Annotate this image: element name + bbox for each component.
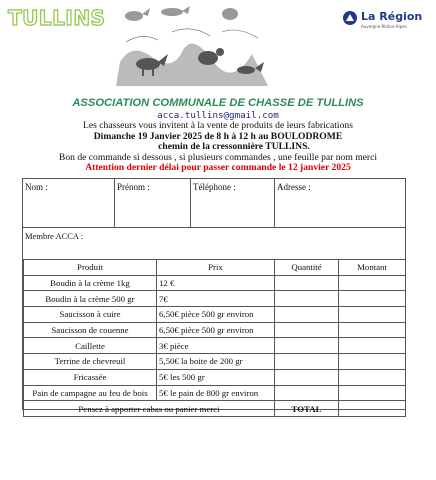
invitation-text: Les chasseurs vous invitent à la vente de produits de leurs fabrications [83,120,353,131]
table-row [24,369,406,385]
table-header-row [24,260,406,276]
deadline-notice: Attention dernier délai pour passer commande le 12 janvier 2025 [85,162,351,173]
footer-row [24,401,406,417]
table-row [24,275,406,291]
quantity-cell[interactable] [275,291,339,307]
quantity-cell[interactable] [275,275,339,291]
order-instructions: Bon de commande si dessous , si plusieurs commandes , une feuille par nom merci [58,151,378,163]
product-name: Boudin à la crème 1kg [24,275,157,291]
product-price: 12 € [157,275,275,291]
amount-cell[interactable] [339,291,406,307]
cabas-note: Pensez à apporter cabas ou panier merci [24,401,275,417]
table-row [24,354,406,370]
products-table [23,259,406,417]
page-title: ASSOCIATION COMMUNALE DE CHASSE DE TULLINS [72,97,364,109]
table-row [24,338,406,354]
table-row [24,385,406,401]
product-name: Pain de campagne au feu de bois [24,385,157,401]
quantity-cell[interactable] [275,322,339,338]
col-prix: Prix [157,260,275,276]
region-emblem-icon [343,11,357,25]
quantity-cell[interactable] [275,354,339,370]
col-produit: Produit [24,260,157,276]
product-name: Saucisson de couenne [24,322,157,338]
col-montant: Montant [339,260,406,276]
amount-cell[interactable] [339,338,406,354]
header [0,0,436,90]
col-quantite: Quantité [275,260,339,276]
product-price: 5,50€ la boite de 200 gr [157,354,275,370]
quantity-cell[interactable] [275,307,339,323]
product-name: Boudin à la crème 500 gr [24,291,157,307]
product-price: 5€ le pain de 800 gr environ [157,385,275,401]
region-name: La Région [361,10,423,23]
amount-cell[interactable] [339,275,406,291]
region-subtitle: Auvergne-Rhône-Alpes [361,24,407,29]
product-price: 6,50€ pièce 500 gr environ [157,322,275,338]
field-membre-acca[interactable]: Membre ACCA : [23,227,405,260]
intro-block [0,96,436,174]
table-row [24,322,406,338]
product-name: Fricassée [24,369,157,385]
event-date: Dimanche 19 Janvier 2025 de 8 h à 12 h au BOULODROME [93,130,343,142]
amount-cell[interactable] [339,322,406,338]
product-name: Terrine de chevreuil [24,354,157,370]
field-prenom[interactable]: Prénom : [115,179,191,227]
tullins-logo: TULLINS [8,6,106,30]
products-body [24,275,406,401]
total-amount-cell[interactable] [339,401,406,417]
order-form [22,178,406,414]
total-label: TOTAL [275,401,339,417]
hunting-scene-illustration [112,2,272,86]
region-logo [343,10,433,36]
field-nom[interactable]: Nom : [23,179,115,227]
quantity-cell[interactable] [275,338,339,354]
contact-email: acca.tullins@gmail.com [157,110,279,121]
quantity-cell[interactable] [275,385,339,401]
amount-cell[interactable] [339,307,406,323]
amount-cell[interactable] [339,369,406,385]
quantity-cell[interactable] [275,369,339,385]
product-price: 5€ les 500 gr [157,369,275,385]
table-row [24,291,406,307]
product-price: 7€ [157,291,275,307]
amount-cell[interactable] [339,385,406,401]
field-telephone[interactable]: Téléphone : [191,179,275,227]
table-row [24,307,406,323]
field-adresse[interactable]: Adresse : [277,182,311,192]
product-price: 6,50€ pièce 500 gr environ [157,307,275,323]
product-name: Caillette [24,338,157,354]
product-name: Saucisson à cuire [24,307,157,323]
identity-fields [23,179,405,228]
amount-cell[interactable] [339,354,406,370]
product-price: 3€ pièce [157,338,275,354]
event-location: chemin de la cressonnière TULLINS. [158,141,310,152]
